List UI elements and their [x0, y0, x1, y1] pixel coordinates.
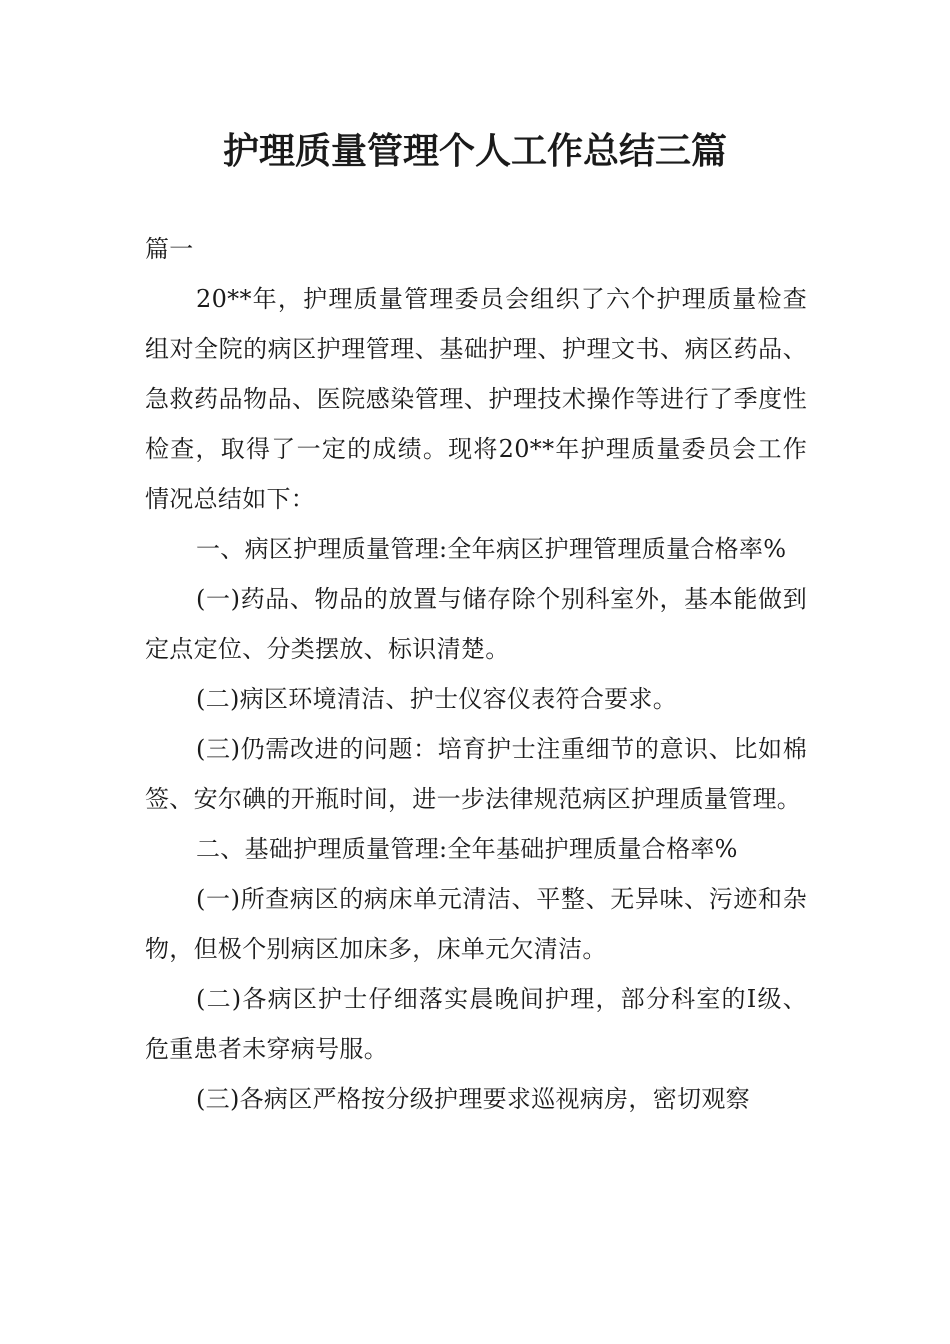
paragraph-2-1: (一)所查病区的病床单元清洁、平整、无异味、污迹和杂物，但极个别病区加床多，床单元欠清洁。	[145, 885, 807, 963]
paragraph-1-2: (二)病区环境清洁、护士仪容仪表符合要求。	[196, 685, 678, 713]
paragraph-intro: 20**年，护理质量管理委员会组织了六个护理质量检查组对全院的病区护理管理、基础护理、护理文书、病区药品、急救药品物品、医院感染管理、护理技术操作等进行了季度性检查，取得了一定的成绩。现将20**年护理质量委员会工作情况总结如下：	[145, 285, 807, 513]
paragraph-heading-2: 二、基础护理质量管理:全年基础护理质量合格率%	[196, 835, 738, 863]
paragraph-2-2: (二)各病区护士仔细落实晨晚间护理，部分科室的Ⅰ级、危重患者未穿病号服。	[145, 985, 807, 1063]
section-heading: 篇一	[145, 235, 194, 263]
paragraph-1-3: (三)仍需改进的问题：培育护士注重细节的意识、比如棉签、安尔碘的开瓶时间，进一步法律规范病区护理质量管理。	[145, 735, 807, 813]
paragraph-2-3: (三)各病区严格按分级护理要求巡视病房，密切观察	[196, 1085, 750, 1113]
document-body	[145, 224, 807, 1124]
document-title: 护理质量管理个人工作总结三篇	[222, 131, 727, 172]
paragraph-heading-1: 一、病区护理质量管理:全年病区护理管理质量合格率%	[196, 535, 787, 563]
paragraph-1-1: (一)药品、物品的放置与储存除个别科室外，基本能做到定点定位、分类摆放、标识清楚。	[145, 585, 807, 663]
